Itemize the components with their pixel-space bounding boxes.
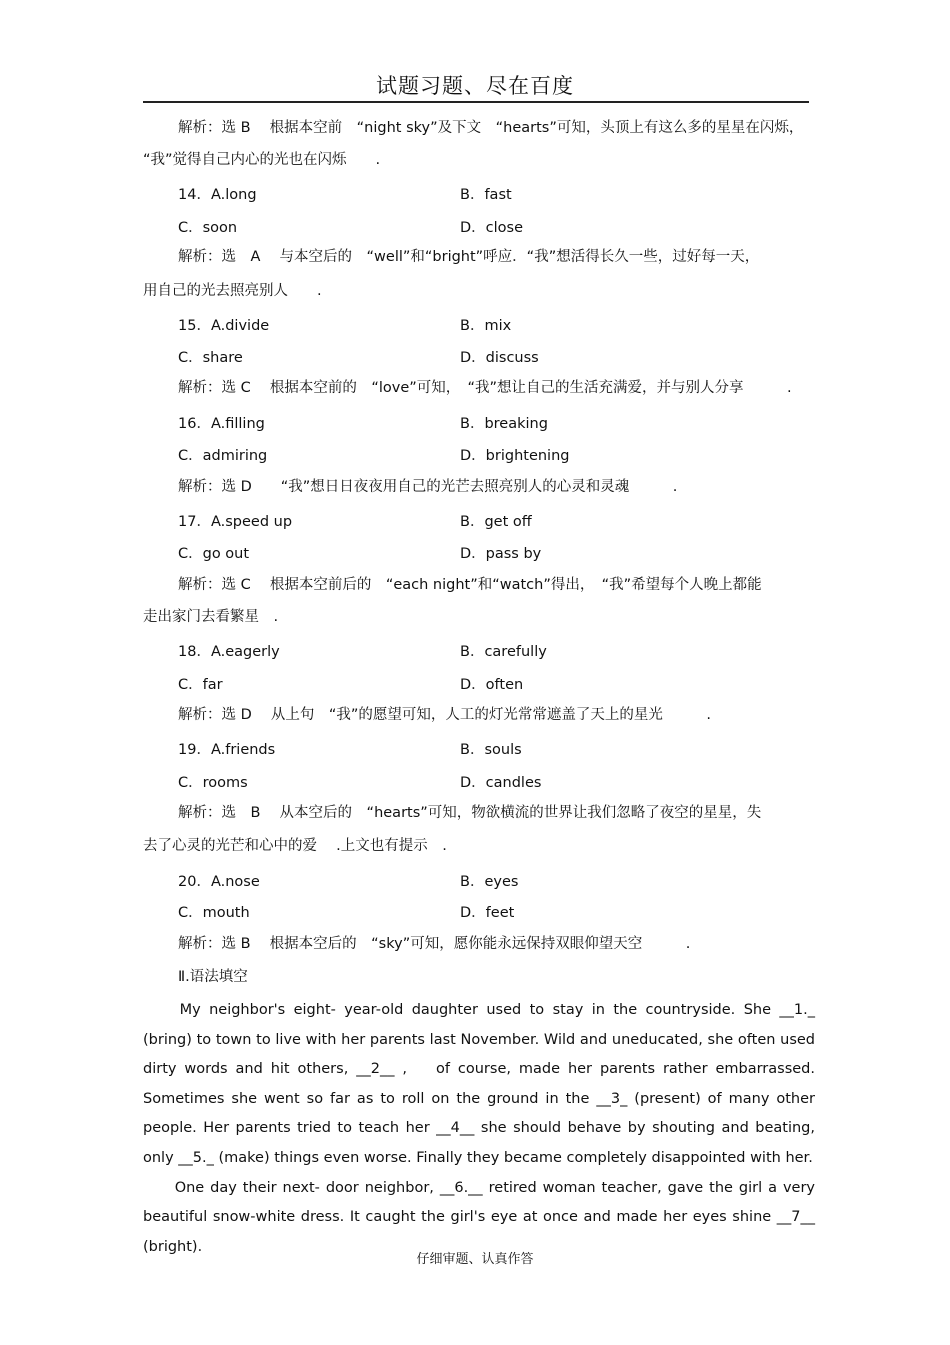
question-16-analysis-line1: 解析：选 D “我”想日日夜夜用自己的光芒去照亮别人的心灵和灵魂 .: [178, 479, 678, 495]
analysis-13-line2: “我”觉得自己内心的光也在闪烁 .: [143, 152, 381, 168]
question-19-analysis-line2: 去了心灵的光芒和心中的爱 .上文也有提示 .: [143, 838, 447, 854]
question-19-analysis-line1: 解析：选 B 从本空后的 “hearts”可知，物欲横流的世界让我们忽略了夜空的星星，失: [178, 805, 762, 821]
passage-paragraph-1: My neighbor's eight- year-old daughter used to stay in the countryside. She __1._ (bring) to town to live with her parents last November. Wild and uneducated, she often used dirty words and hit others, __2__ , of course, made her parents rather embarrassed. Sometimes she went so far as to roll on the ground in the __3_ (present) of many other people. Her parents tried to teach her __4__ she should behave by shouting and beating, only __5._ (make) things even worse. Finally they became completely disappointed with her.: [143, 1002, 815, 1166]
question-15-option-b: B．mix: [460, 318, 512, 334]
question-15-option-c: C．share: [178, 350, 243, 366]
question-19-option-a: 19．A.friends: [178, 742, 276, 758]
page-footer: 仔细审题、认真作答: [416, 1252, 534, 1267]
analysis-13-line1: 解析：选 B 根据本空前 “night sky”及下文 “hearts”可知，头顶上有这么多的星星在闪烁，: [178, 120, 804, 136]
question-19-option-c: C．rooms: [178, 775, 248, 791]
question-19-option-b: B．souls: [460, 742, 522, 758]
header-divider: [143, 101, 809, 103]
question-14-option-d: D．close: [460, 220, 524, 236]
question-14-option-c: C．soon: [178, 220, 238, 236]
question-15-option-d: D．discuss: [460, 350, 539, 366]
passage-paragraph-2: One day their next- door neighbor, __6.__ retired woman teacher, gave the girl a very beautiful snow-white dress. It caught the girl's eye at once and made her eyes shine __7__ (bright)．: [143, 1179, 815, 1255]
question-14-analysis-line1: 解析：选 A 与本空后的 “well”和“bright”呼应．“我”想活得长久一些，过好每一天，: [178, 249, 760, 265]
question-20-analysis-line1: 解析：选 B 根据本空后的 “sky”可知，愿你能永远保持双眼仰望天空 .: [178, 936, 691, 952]
question-17-option-a: 17．A.speed up: [178, 514, 293, 530]
question-17-analysis-line2: 走出家门去看繁星 .: [143, 609, 279, 625]
question-14-option-b: B．fast: [460, 187, 512, 203]
section-title: Ⅱ.语法填空: [178, 969, 248, 985]
question-17-analysis-line1: 解析：选 C 根据本空前后的 “each night”和“watch”得出， “我”希望每个人晚上都能: [178, 577, 762, 593]
grammar-passage: [143, 996, 815, 1262]
question-18-option-c: C．far: [178, 677, 223, 693]
question-19-option-d: D．candles: [460, 775, 542, 791]
question-20-option-b: B．eyes: [460, 874, 519, 890]
question-18-option-d: D．often: [460, 677, 524, 693]
question-15-option-a: 15．A.divide: [178, 318, 270, 334]
question-17-option-b: B．get off: [460, 514, 532, 530]
question-17-option-d: D．pass by: [460, 546, 542, 562]
question-16-option-a: 16．A.filling: [178, 416, 265, 432]
question-17-option-c: C．go out: [178, 546, 250, 562]
question-20-option-d: D．feet: [460, 905, 515, 921]
question-16-option-b: B．breaking: [460, 416, 548, 432]
question-16-option-d: D．brightening: [460, 448, 570, 464]
question-20-option-a: 20．A.nose: [178, 874, 260, 890]
page-header-title: 试题习题、尽在百度: [376, 74, 574, 98]
question-16-option-c: C．admiring: [178, 448, 268, 464]
question-15-analysis-line1: 解析：选 C 根据本空前的 “love”可知， “我”想让自己的生活充满爱，并与别人分享 .: [178, 380, 792, 396]
question-20-option-c: C．mouth: [178, 905, 250, 921]
question-14-analysis-line2: 用自己的光去照亮别人 .: [143, 283, 322, 299]
question-18-analysis-line1: 解析：选 D 从上句 “我”的愿望可知，人工的灯光常常遮盖了天上的星光 .: [178, 707, 712, 723]
question-18-option-a: 18．A.eagerly: [178, 644, 280, 660]
question-18-option-b: B．carefully: [460, 644, 547, 660]
question-14-option-a: 14．A.long: [178, 187, 257, 203]
